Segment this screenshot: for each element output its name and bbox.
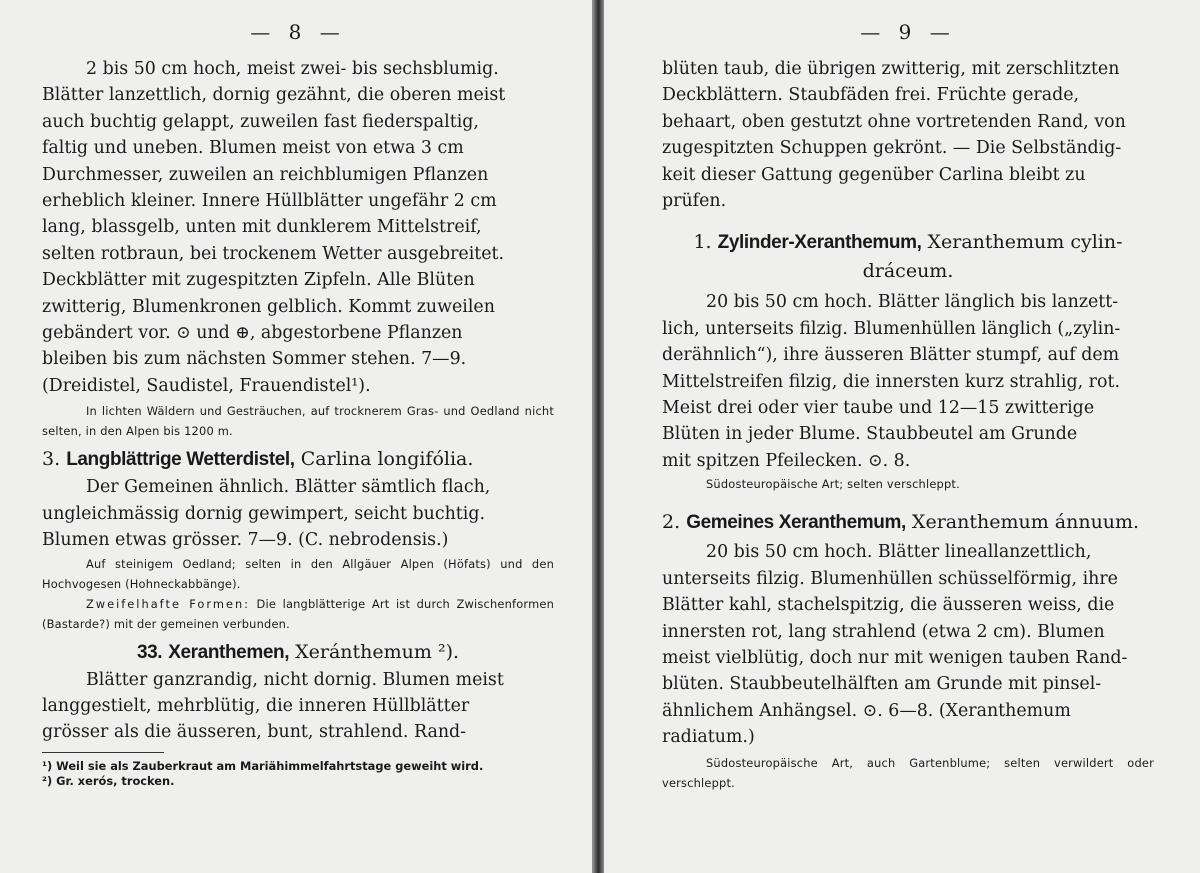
text-line: ähnlichem Anhängsel. ⊙. 6—8. (Xeranthemum [662,700,1071,721]
text-line: (Dreidistel, Saudistel, Frauendistel¹). [42,375,371,396]
species-heading [42,445,554,474]
text-line: innersten rot, lang strahlend (etwa 2 cm). Blumen [662,621,1105,642]
doubtful-forms-note [42,594,554,634]
habitat-note: In lichten Wäldern und Gesträuchen, auf trocknerem Gras- und Oedland nicht selten, in den Alpen bis 1200 m. [42,404,554,439]
species-description [662,289,1154,474]
habitat-note: Südosteuropäische Art, auch Gartenblume; selten verwildert oder verschleppt. [662,755,1154,790]
text-line: 20 bis 50 cm hoch. Blätter länglich bis lanzett- [706,292,1119,313]
text-line: meist vielblütig, doch nur mit wenigen tauben Rand- [662,647,1128,668]
footnote-mark: ²) [42,773,53,788]
habitat-note: Südosteuropäische Art; selten verschleppt. [706,477,960,492]
text-line: blüten taub, die übrigen zwitterig, mit zerschlitzten [662,59,1120,79]
species-description [662,539,1154,750]
text-line: zwitterig, Blumenkronen gelblich. Kommt zuweilen [42,296,495,317]
footnote-mark: ¹) [42,758,53,773]
text-line: faltig und uneben. Blumen meist von etwa 3 cm [42,138,464,159]
species-latin: Carlina longifólia. [300,448,474,471]
text-line: keit dieser Gattung gegenüber Carlina bleibt zu [662,164,1086,185]
text-line: 20 bis 50 cm hoch. Blätter lineallanzettlich, [706,542,1092,563]
text-line: zugespitzten Schuppen gekrönt. — Die Selbständig- [662,138,1122,159]
genus-latin: Xeránthemum ²). [295,640,460,663]
page-number: — 9 — [860,20,956,44]
text-line: behaart, oben gestutzt ohne vortretenden Rand, von [662,111,1126,132]
text-line: selten rotbraun, bei trockenem Wetter ausgebreitet. [42,243,505,264]
text-line: derähnlich“), ihre äusseren Blätter stumpf, auf dem [662,345,1120,366]
text-line: lich, unterseits filzig. Blumenhüllen länglich („zylin- [662,318,1121,339]
carlina-description [42,56,554,399]
footnote [42,759,554,774]
habitat-note: Auf steinigem Oedland; selten in den Allgäuer Alpen (Höfats) und den Hochvogesen (Hohneckabbänge). [42,556,554,591]
species-number: 1. [693,231,712,254]
text-line: Deckblättern. Staubfäden frei. Früchte gerade, [662,85,1080,106]
text-line: grösser als die äusseren, bunt, strahlend. Rand- [42,722,467,743]
book-gutter [592,0,604,873]
genus-name: Xeranthemen, [168,641,290,663]
species-number: 3. [42,448,61,471]
text-line: erheblich kleiner. Innere Hüllblätter ungefähr 2 cm [42,191,497,212]
text-line: unterseits filzig. Blumenhüllen schüsselförmig, ihre [662,568,1118,589]
text-line: gebändert vor. ⊙ und ⊕, abgestorbene Pflanzen [42,323,463,344]
species-heading [662,228,1154,285]
genus-description-continued [662,56,1154,214]
text-line: langgestielt, mehrblütig, die inneren Hüllblätter [42,695,470,716]
species-latin: Xeranthemum cylin- [927,231,1123,254]
species-name: Zylinder-Xeranthemum, [717,232,922,254]
text-line: Blätter ganzrandig, nicht dornig. Blumen meist [86,669,504,690]
page-number: — 8 — [250,20,346,44]
doubtful-forms-label: Zweifelhafte Formen: [86,596,251,611]
species-number: 2. [662,511,681,534]
genus-number: 33. [136,641,163,663]
text-line: Blätter kahl, stachelspitzig, die äusseren weiss, die [662,595,1115,616]
text-line: lang, blassgelb, unten mit dunklerem Mittelstreif, [42,217,482,238]
species-name: Gemeines Xeranthemum, [686,512,906,534]
text-line: Durchmesser, zuweilen an reichblumigen Pflanzen [42,164,489,185]
species-heading [662,508,1154,537]
text-line: Mittelstreifen filzig, die innersten kurz strahlig, rot. [662,371,1120,392]
species-latin-continued: dráceum. [862,260,954,283]
text-line: radiatum.) [662,727,755,748]
species-name: Langblättrige Wetterdistel, [66,449,295,471]
text-line: auch buchtig gelappt, zuweilen fast fiederspaltig, [42,111,479,132]
text-line: Blumen etwas grösser. 7—9. (C. nebrodensis.) [42,530,449,551]
genus-heading [42,638,554,667]
text-line: 2 bis 50 cm hoch, meist zwei- bis sechsblumig. [86,59,499,79]
text-line: prüfen. [662,191,727,212]
doubtful-forms-text: Die langblätterige Art ist durch Zwischenformen (Bastarde?) mit der gemeinen verbunden. [42,596,554,631]
text-line: Blüten in jeder Blume. Staubbeutel am Grunde [662,424,1078,445]
text-line: Der Gemeinen ähnlich. Blätter sämtlich flach, [86,477,491,498]
text-line: blüten. Staubbeutelhälften am Grunde mit pinsel- [662,674,1102,695]
species-latin: Xeranthemum ánnuum. [911,511,1140,534]
footnote-text: Gr. xerós, trocken. [56,773,175,788]
left-page [0,0,592,873]
species-description [42,474,554,553]
right-page [604,0,1200,873]
text-line: bleiben bis zum nächsten Sommer stehen. 7—9. [42,349,467,370]
text-line: Deckblätter mit zugespitzten Zipfeln. Alle Blüten [42,270,475,291]
footnote-text: Weil sie als Zauberkraut am Mariähimmelfahrtstage geweiht wird. [56,758,484,773]
text-line: mit spitzen Pfeilecken. ⊙. 8. [662,450,911,471]
text-line: Blätter lanzettlich, dornig gezähnt, die oberen meist [42,85,506,106]
footnote-rule [42,752,164,753]
genus-description [42,667,554,746]
text-line: ungleichmässig dornig gewimpert, seicht buchtig. [42,503,486,524]
text-line: Meist drei oder vier taube und 12—15 zwitterige [662,398,1095,419]
footnote [42,774,554,789]
